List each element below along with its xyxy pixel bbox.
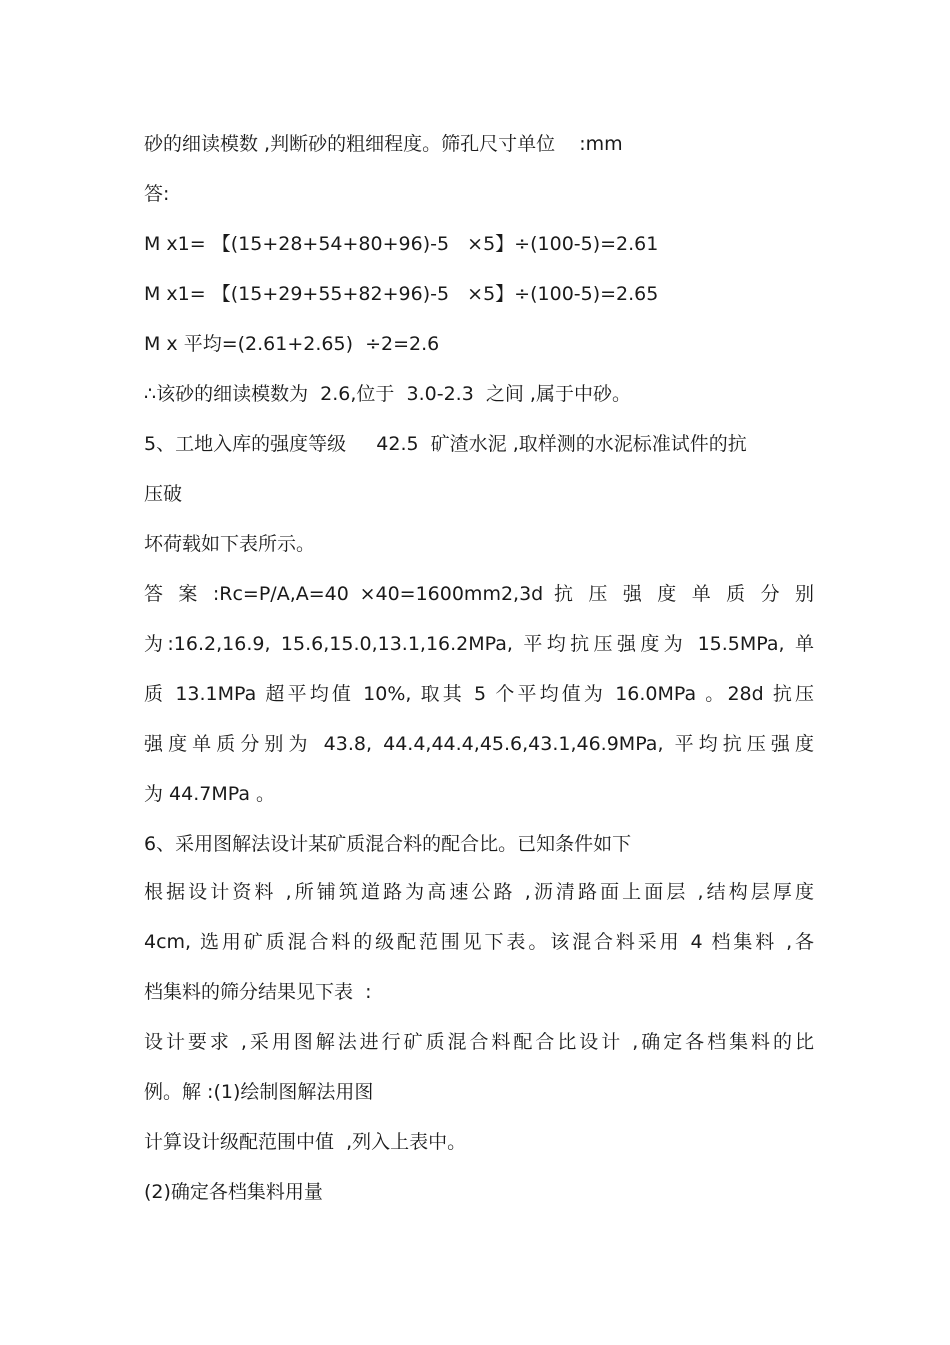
text-line-22: (2)确定各档集料用量	[144, 1181, 323, 1203]
text-line-3: M x1= 【(15+28+54+80+96)-5 ×5】÷(100-5)=2.61	[144, 233, 659, 255]
text-line-13: 强度单质分别为 43.8, 44.4,44.4,45.6,43.1,46.9MPa, 平均抗压强度	[144, 733, 814, 755]
text-line-17: 4cm, 选用矿质混合料的级配范围见下表。该混合料采用 4 档集料 ,各	[144, 931, 814, 953]
text-line-15: 6、采用图解法设计某矿质混合料的配合比。已知条件如下	[144, 833, 632, 855]
text-line-16: 根据设计资料 ,所铺筑道路为高速公路 ,沥清路面上面层 ,结构层厚度	[144, 881, 814, 903]
text-line-7: 5、工地入库的强度等级 42.5 矿渣水泥 ,取样测的水泥标准试件的抗	[144, 433, 747, 455]
text-line-12: 质 13.1MPa 超平均值 10%, 取其 5 个平均值为 16.0MPa 。28d 抗压	[144, 683, 814, 705]
text-line-5: M x 平均=(2.61+2.65) ÷2=2.6	[144, 333, 440, 355]
text-line-8: 压破	[144, 483, 183, 505]
text-line-21: 计算设计级配范围中值 ,列入上表中。	[144, 1131, 467, 1153]
text-line-19: 设计要求 ,采用图解法进行矿质混合料配合比设计 ,确定各档集料的比	[144, 1031, 814, 1053]
text-line-1: 砂的细读模数 ,判断砂的粗细程度。筛孔尺寸单位 :mm	[144, 133, 623, 155]
text-line-14: 为 44.7MPa 。	[144, 783, 276, 805]
text-line-4: M x1= 【(15+29+55+82+96)-5 ×5】÷(100-5)=2.65	[144, 283, 659, 305]
text-line-11: 为:16.2,16.9, 15.6,15.0,13.1,16.2MPa, 平均抗压强度为 15.5MPa, 单	[144, 633, 814, 655]
text-line-18: 档集料的筛分结果见下表 :	[144, 981, 372, 1003]
text-line-6: ∴该砂的细读模数为 2.6,位于 3.0-2.3 之间 ,属于中砂。	[144, 383, 631, 405]
text-line-20: 例。解 :(1)绘制图解法用图	[144, 1081, 374, 1103]
text-line-2: 答:	[144, 183, 170, 205]
text-line-10: 答 案 :Rc=P/A,A=40 ×40=1600mm2,3d 抗 压 强 度 单 质 分 别	[144, 583, 814, 605]
text-line-9: 坏荷载如下表所示。	[144, 533, 316, 555]
